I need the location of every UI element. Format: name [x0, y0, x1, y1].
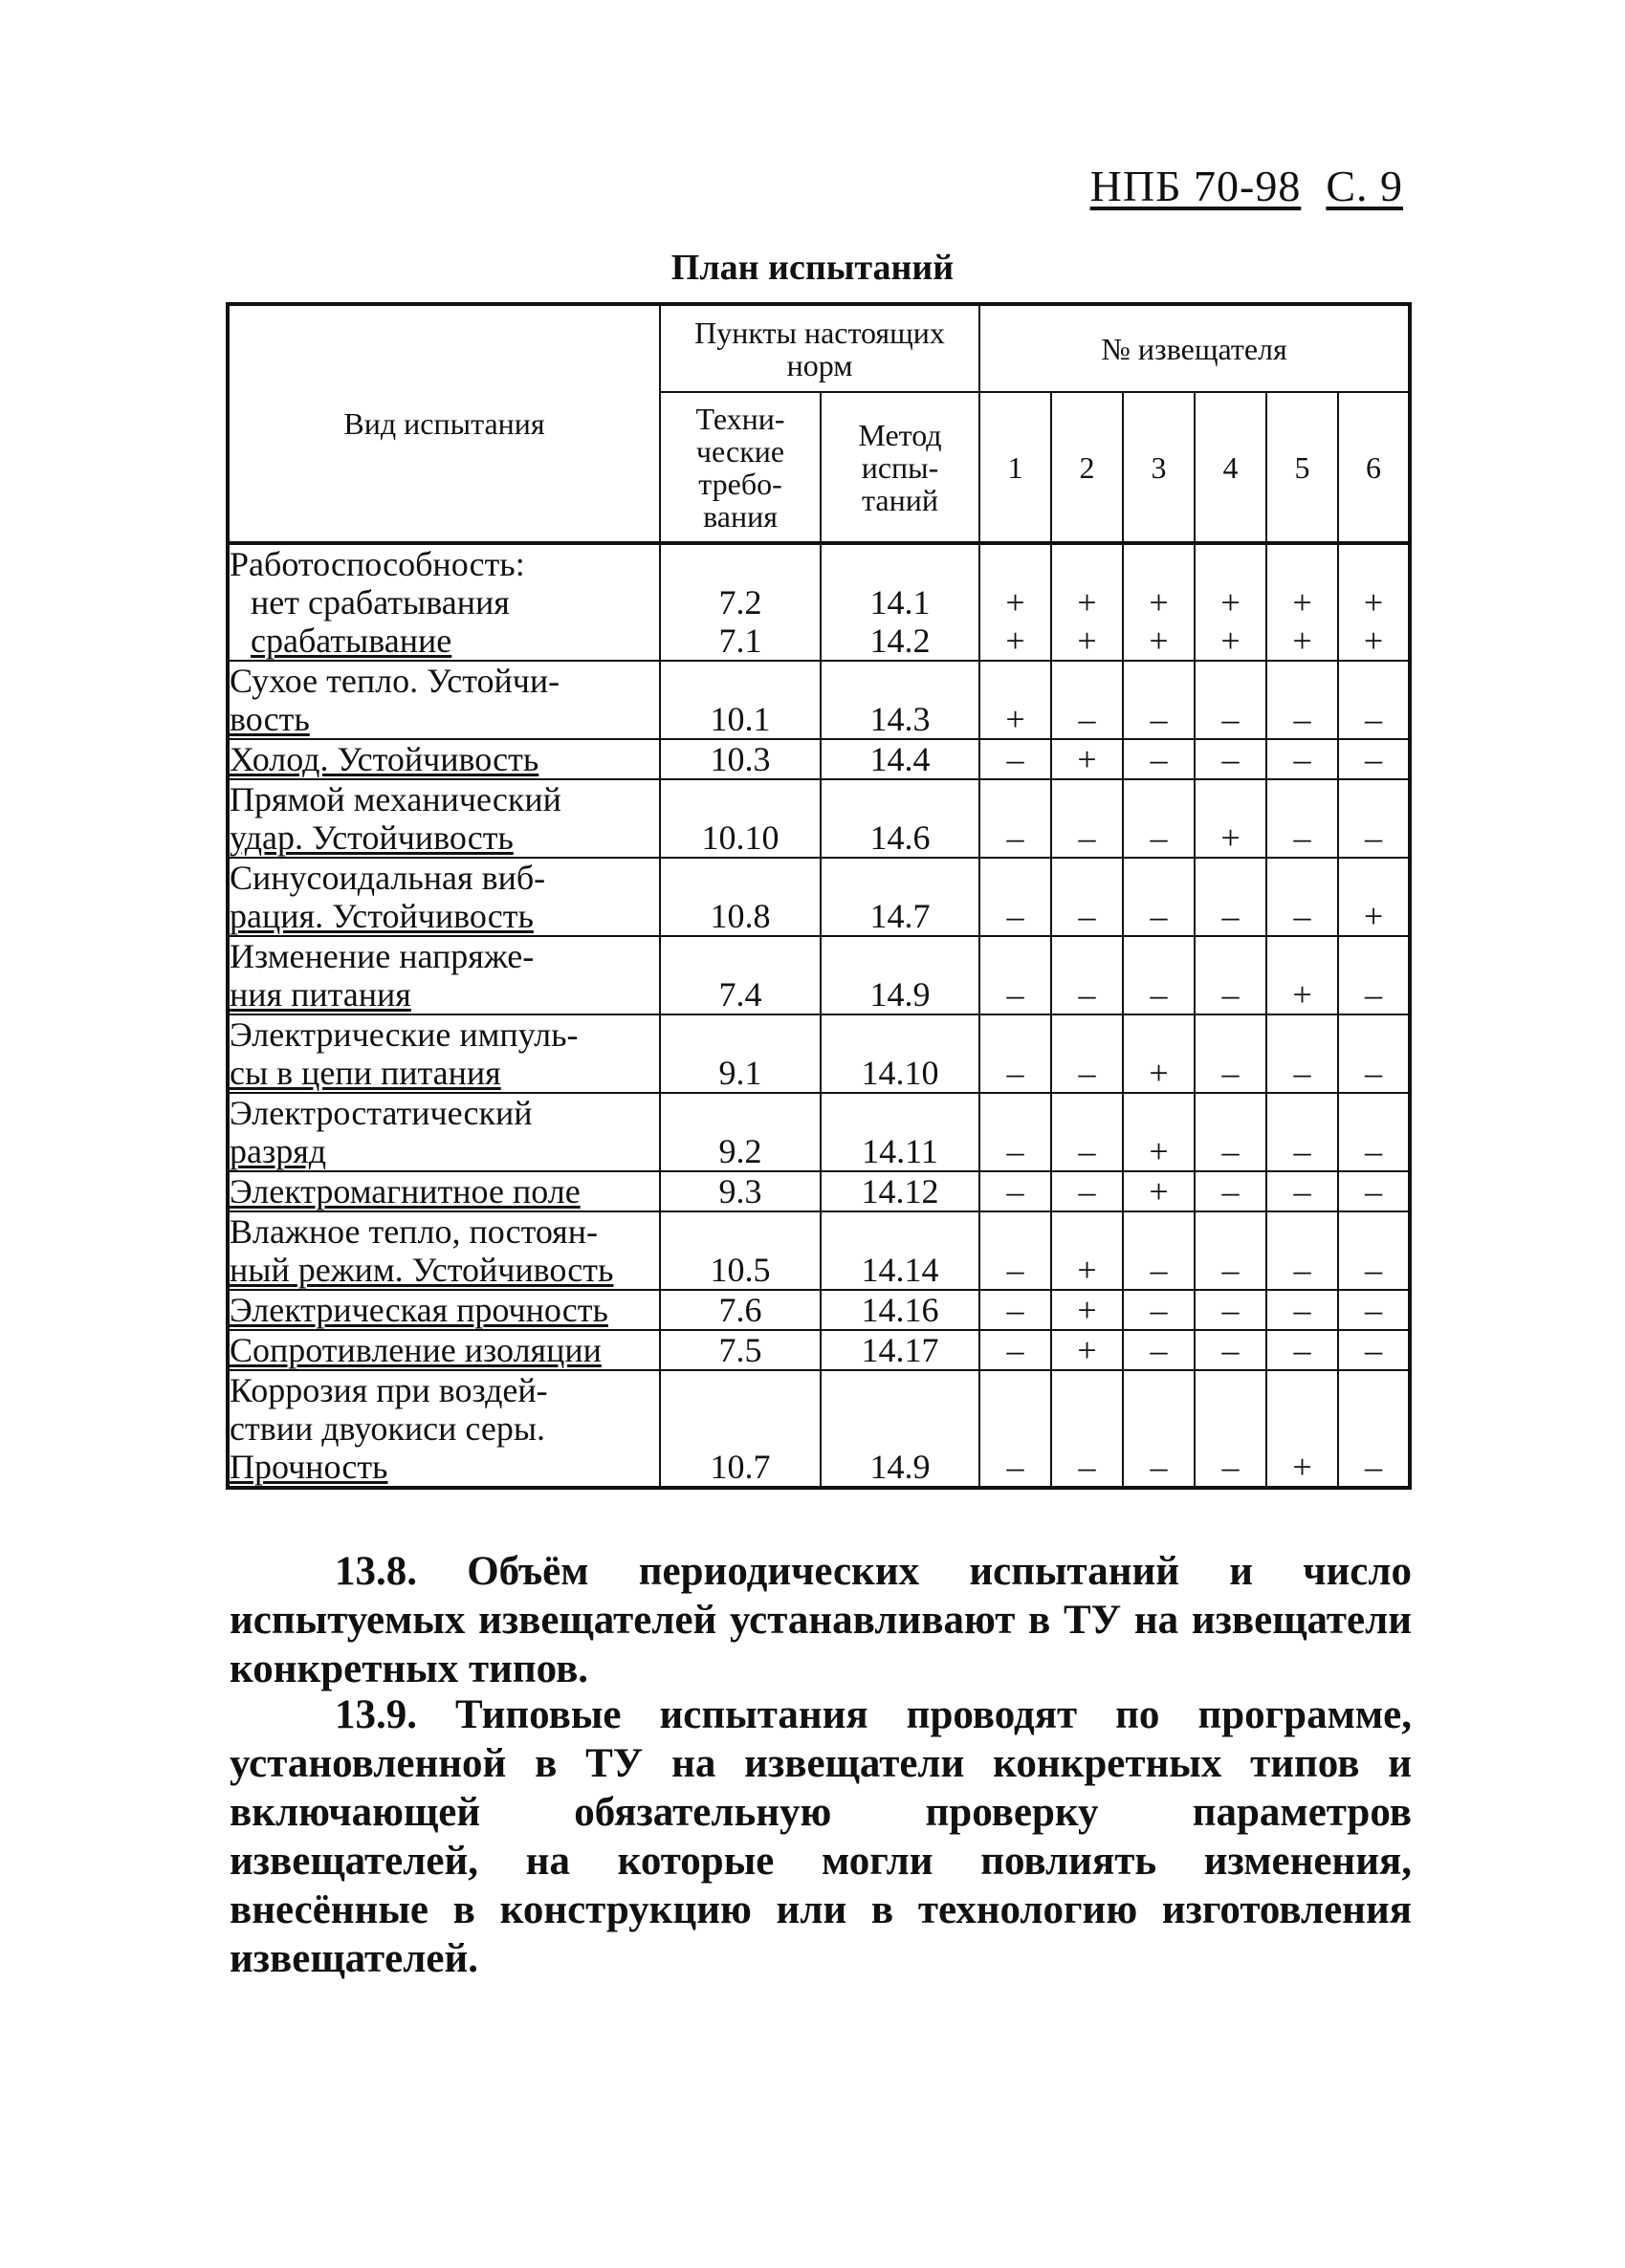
tech-req-cell: 7.5 — [660, 1330, 821, 1370]
detector-2-mark: + — [1051, 1290, 1123, 1330]
method-cell: 14.11 — [821, 1093, 979, 1171]
header-detector-6: 6 — [1338, 392, 1410, 543]
detector-1-mark: + + — [979, 543, 1051, 661]
detector-2-mark: – — [1051, 858, 1123, 936]
method-cell: 14.4 — [821, 739, 979, 779]
test-type-cell: Прямой механический удар. Устойчивость — [228, 779, 660, 858]
detector-1-mark: – — [979, 1014, 1051, 1093]
detector-6-mark: – — [1338, 1014, 1410, 1093]
detector-6-mark: – — [1338, 1330, 1410, 1370]
detector-6-mark: – — [1338, 936, 1410, 1014]
method-cell: 14.17 — [821, 1330, 979, 1370]
method-cell: 14.9 — [821, 936, 979, 1014]
test-type-cell: Электрическая прочность — [228, 1290, 660, 1330]
detector-3-mark: – — [1123, 1211, 1195, 1290]
table-row — [228, 1211, 1410, 1290]
detector-1-mark: + — [979, 661, 1051, 739]
detector-2-mark: + — [1051, 739, 1123, 779]
detector-4-mark: + — [1195, 779, 1266, 858]
detector-1-mark: – — [979, 779, 1051, 858]
detector-6-mark: – — [1338, 1171, 1410, 1211]
table-body — [228, 543, 1410, 1488]
detector-6-mark: + + — [1338, 543, 1410, 661]
header-method: Метод испы- таний — [821, 392, 979, 543]
tech-req-cell: 7.2 7.1 — [660, 543, 821, 661]
test-plan-table — [226, 302, 1412, 1490]
detector-6-mark: – — [1338, 1211, 1410, 1290]
detector-3-mark: + — [1123, 1014, 1195, 1093]
detector-5-mark: – — [1266, 661, 1338, 739]
method-cell: 14.7 — [821, 858, 979, 936]
header-detector-3: 3 — [1123, 392, 1195, 543]
detector-1-mark: – — [979, 1211, 1051, 1290]
tech-req-cell: 10.10 — [660, 779, 821, 858]
detector-5-mark: – — [1266, 1290, 1338, 1330]
detector-2-mark: – — [1051, 1014, 1123, 1093]
test-type-cell: Сухое тепло. Устойчи- вость — [228, 661, 660, 739]
test-type-cell: Влажное тепло, постоян- ный режим. Устойчивость — [228, 1211, 660, 1290]
test-type-cell: Электрические импуль- сы в цепи питания — [228, 1014, 660, 1093]
tech-req-cell: 7.4 — [660, 936, 821, 1014]
detector-6-mark: – — [1338, 1290, 1410, 1330]
detector-2-mark: – — [1051, 779, 1123, 858]
table-header — [228, 304, 1410, 543]
table-row — [228, 1370, 1410, 1488]
page-header — [1090, 161, 1403, 211]
method-cell: 14.1 14.2 — [821, 543, 979, 661]
tech-req-cell: 10.8 — [660, 858, 821, 936]
table-row — [228, 1093, 1410, 1171]
detector-4-mark: – — [1195, 858, 1266, 936]
test-type-cell: Сопротивление изоляции — [228, 1330, 660, 1370]
detector-2-mark: + + — [1051, 543, 1123, 661]
detector-6-mark: – — [1338, 739, 1410, 779]
detector-3-mark: – — [1123, 661, 1195, 739]
header-detector-1: 1 — [979, 392, 1051, 543]
detector-3-mark: – — [1123, 1370, 1195, 1488]
detector-1-mark: – — [979, 1330, 1051, 1370]
detector-5-mark: + — [1266, 936, 1338, 1014]
tech-req-cell: 7.6 — [660, 1290, 821, 1330]
table-row — [228, 1330, 1410, 1370]
method-cell: 14.16 — [821, 1290, 979, 1330]
detector-6-mark: – — [1338, 1093, 1410, 1171]
table-row — [228, 1171, 1410, 1211]
header-detector-5: 5 — [1266, 392, 1338, 543]
detector-3-mark: – — [1123, 1290, 1195, 1330]
detector-1-mark: – — [979, 1370, 1051, 1488]
table-row — [228, 543, 1410, 661]
table-row — [228, 858, 1410, 936]
table-row — [228, 779, 1410, 858]
table-row — [228, 936, 1410, 1014]
detector-5-mark: – — [1266, 1330, 1338, 1370]
detector-5-mark: – — [1266, 858, 1338, 936]
method-cell: 14.10 — [821, 1014, 979, 1093]
detector-3-mark: – — [1123, 858, 1195, 936]
detector-4-mark: – — [1195, 739, 1266, 779]
test-type-cell: Электростатический разряд — [228, 1093, 660, 1171]
tech-req-cell: 10.3 — [660, 739, 821, 779]
method-cell: 14.9 — [821, 1370, 979, 1488]
tech-req-cell: 10.5 — [660, 1211, 821, 1290]
detector-4-mark: – — [1195, 936, 1266, 1014]
detector-5-mark: + — [1266, 1370, 1338, 1488]
method-cell: 14.12 — [821, 1171, 979, 1211]
detector-6-mark: – — [1338, 661, 1410, 739]
detector-5-mark: – — [1266, 739, 1338, 779]
detector-2-mark: – — [1051, 1093, 1123, 1171]
detector-4-mark: – — [1195, 1014, 1266, 1093]
detector-4-mark: – — [1195, 1093, 1266, 1171]
page-number: С. 9 — [1326, 162, 1403, 210]
tech-req-cell: 10.1 — [660, 661, 821, 739]
header-clauses: Пункты настоящих норм — [660, 304, 979, 392]
detector-5-mark: – — [1266, 1014, 1338, 1093]
detector-4-mark: – — [1195, 1290, 1266, 1330]
table-row — [228, 739, 1410, 779]
detector-6-mark: – — [1338, 779, 1410, 858]
detector-4-mark: – — [1195, 1330, 1266, 1370]
detector-4-mark: – — [1195, 1171, 1266, 1211]
tech-req-cell: 9.2 — [660, 1093, 821, 1171]
tech-req-cell: 9.1 — [660, 1014, 821, 1093]
detector-1-mark: – — [979, 1171, 1051, 1211]
table-title: План испытаний — [670, 248, 955, 288]
table-row — [228, 1290, 1410, 1330]
detector-5-mark: – — [1266, 779, 1338, 858]
detector-4-mark: – — [1195, 661, 1266, 739]
detector-6-mark: – — [1338, 1370, 1410, 1488]
doc-code: НПБ 70-98 — [1089, 162, 1302, 210]
detector-2-mark: – — [1051, 936, 1123, 1014]
detector-3-mark: – — [1123, 936, 1195, 1014]
detector-1-mark: – — [979, 739, 1051, 779]
detector-5-mark: + + — [1266, 543, 1338, 661]
detector-1-mark: – — [979, 936, 1051, 1014]
header-detector-2: 2 — [1051, 392, 1123, 543]
detector-2-mark: + — [1051, 1330, 1123, 1370]
method-cell: 14.3 — [821, 661, 979, 739]
detector-1-mark: – — [979, 1093, 1051, 1171]
detector-4-mark: – — [1195, 1370, 1266, 1488]
test-type-cell: Коррозия при воздей- ствии двуокиси серы. Прочность — [228, 1370, 660, 1488]
paragraph-13-9: 13.9. Типовые испытания проводят по программе, установленной в ТУ на извещатели конкретных типов и включающей обязательную проверку параметров извещателей, на которые могли повлиять изменения, внесённые в конструкцию или в технологию изготовления извещателей. — [230, 1692, 1412, 1981]
test-type-cell: Холод. Устойчивость — [228, 739, 660, 779]
tech-req-cell: 9.3 — [660, 1171, 821, 1211]
detector-4-mark: – — [1195, 1211, 1266, 1290]
detector-5-mark: – — [1266, 1093, 1338, 1171]
detector-1-mark: – — [979, 1290, 1051, 1330]
detector-3-mark: + — [1123, 1171, 1195, 1211]
detector-6-mark: + — [1338, 858, 1410, 936]
paragraph-13-8: 13.8. Объём периодических испытаний и число испытуемых извещателей устанавливают в ТУ на извещатели конкретных типов. — [230, 1549, 1412, 1691]
header-detector-4: 4 — [1195, 392, 1266, 543]
detector-3-mark: – — [1123, 779, 1195, 858]
detector-2-mark: – — [1051, 1370, 1123, 1488]
test-type-cell: Работоспособность: нет срабатывания срабатывание — [228, 543, 660, 661]
header-detector-no: № извещателя — [979, 304, 1410, 392]
test-type-cell: Электромагнитное поле — [228, 1171, 660, 1211]
test-type-cell: Синусоидальная виб- рация. Устойчивость — [228, 858, 660, 936]
detector-3-mark: + — [1123, 1093, 1195, 1171]
detector-4-mark: + + — [1195, 543, 1266, 661]
detector-3-mark: + + — [1123, 543, 1195, 661]
detector-5-mark: – — [1266, 1211, 1338, 1290]
method-cell: 14.6 — [821, 779, 979, 858]
detector-3-mark: – — [1123, 1330, 1195, 1370]
detector-1-mark: – — [979, 858, 1051, 936]
table-row — [228, 1014, 1410, 1093]
detector-5-mark: – — [1266, 1171, 1338, 1211]
tech-req-cell: 10.7 — [660, 1370, 821, 1488]
table-row — [228, 661, 1410, 739]
header-test-type: Вид испытания — [228, 304, 660, 543]
detector-3-mark: – — [1123, 739, 1195, 779]
detector-2-mark: – — [1051, 661, 1123, 739]
detector-2-mark: – — [1051, 1171, 1123, 1211]
test-type-cell: Изменение напряже- ния питания — [228, 936, 660, 1014]
detector-2-mark: + — [1051, 1211, 1123, 1290]
header-tech-req: Техни- ческие требо- вания — [660, 392, 821, 543]
method-cell: 14.14 — [821, 1211, 979, 1290]
